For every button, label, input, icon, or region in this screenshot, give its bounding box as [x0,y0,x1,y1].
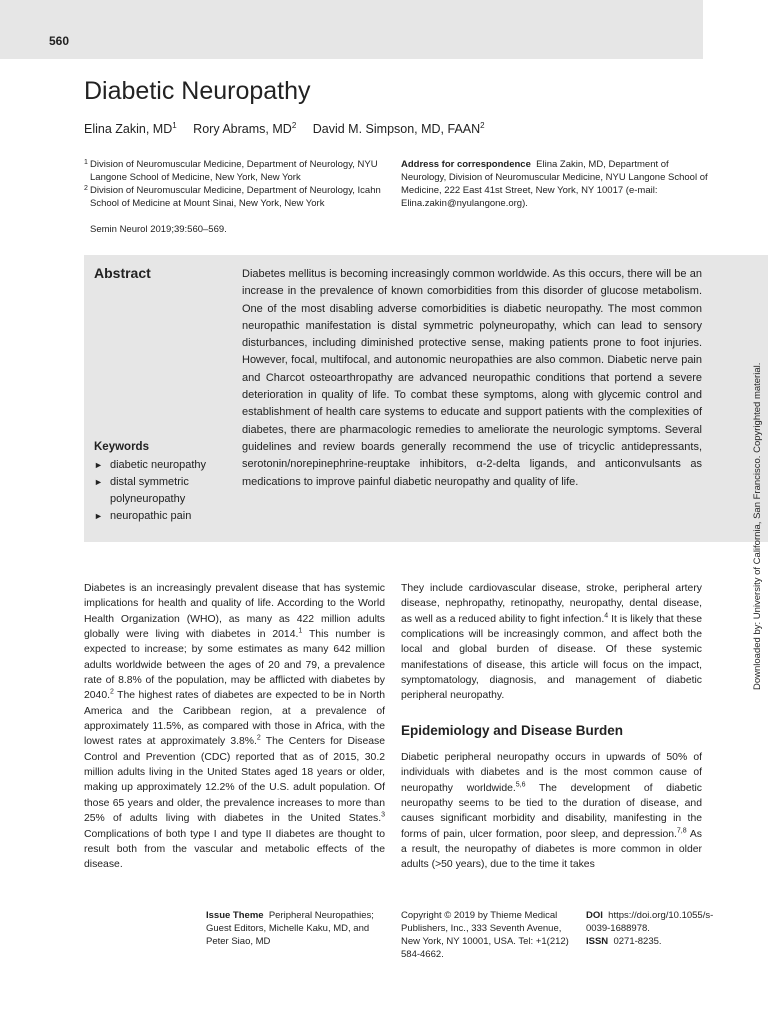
body-text: Diabetic peripheral neuropathy occurs in upwards of 50% of individuals with diabetes and is the most common cause of neuropathy worldwide. [401,752,702,794]
body-text: As a result, the neuropathy of diabetes is more common in older adults (>50 years), due to the time it takes [401,828,702,871]
abstract-text: Diabetes mellitus is becoming increasingly common worldwide. As this occurs, there will be an increase in the prevalence of known comorbidities from this disorder of glucose metabolism. One of the most disabling adverse comorbidities is diabetic neuropathy. The most common neuropathic manifestation is distal symmetric polyneuropathy, which can lead to sensory disturbances, including diminished protective sense, making patients prone to foot injuries. However, focal, multifocal, and autonomic neuropathies are also common. Diabetic nerve pain and Charcot osteoarthropathy are advanced neuropathic conditions that portend a severe deterioration in quality of life. To combat these symptoms, along with glycemic control and establishment of health care systems to educate and support patients with the complexities of diabetes, there are pharmacologic remedies to ameliorate the neurologic symptoms. Several guidelines and review boards generally recommend the use of tricyclic antidepressants, serotonin/norepinephrine-reuptake inhibitors, α-2-delta ligands, and anticonvulsants as medications to improve painful diabetic neuropathy and quality of life. [242,268,702,488]
reference-superscript: 2 [110,688,114,696]
reference-superscript: 2 [256,734,261,742]
body-text: Diabetes is an increasingly prevalent disease that has systemic implications for health and quality of life. According to the World Health Organization (WHO), as many as 422 million adults globally were living with diabetes in 2014. [84,583,385,641]
abstract-heading: Abstract [94,265,151,281]
body-text: The Centers for Disease Control and Prevention (CDC) reported that as of 2015, 30.2 million adults living in the United States aged 18 years or older, making up approximately 12.2% of the U.S. adult population. Of those 65 years and older, the prevalence increases to more than 25% of adults living with diabetes in the United States. [84,736,385,825]
reference-superscript: 4 [604,612,609,620]
reference-superscript: 5,6 [515,781,526,789]
affiliation: 2 Division of Neuromuscular Medicine, Department of Neurology, Icahn School of Medicine at Mount Sinai, New York, New York [84,185,381,209]
correspondence-address: Address for correspondence Elina Zakin, MD, Department of Neurology, Division of Neuromuscular Medicine, NYU Langone School of Medicine, 222 East 41st Street, New York, NY 10017 (e-mail: Elina.zakin@nyulangone.org). [401,159,708,209]
section-heading: Epidemiology and Disease Burden [401,723,624,738]
keyword-item: ► distal symmetric polyneuropathy [94,476,189,505]
body-column-right-intro [401,581,702,704]
body-column-right-epidemiology [401,750,702,873]
body-text: This number is expected to increase; by some estimates as many 642 million adults worldwide between the ages of 20 and 79, a prevalence rate of 8.8% of the population, may be afflicted with diabetes by 2040. [84,629,385,702]
article-title: Diabetic Neuropathy [84,77,311,105]
body-text: They include cardiovascular disease, stroke, peripheral artery disease, nephropathy, retinopathy, neuropathy, dental disease, as well as a reduced ability to fight infection. [401,583,702,625]
affiliations [84,158,384,210]
download-watermark: Downloaded by: University of California, San Francisco. Copyrighted material. [752,362,763,690]
affiliation: 1 Division of Neuromuscular Medicine, Department of Neurology, NYU Langone School of Medicine, New York, New York [84,159,378,183]
arrow-icon: ► [94,477,103,487]
page-number: 560 [49,34,70,48]
author: David M. Simpson, MD, FAAN$^2$ [312,121,485,137]
footer-issue-theme: Issue Theme Peripheral Neuropathies; Guest Editors, Michelle Kaku, MD, and Peter Siao, MD [206,910,374,947]
author: Rory Abrams, $MD^2$ [193,121,297,137]
arrow-icon: ► [94,511,103,521]
journal-citation: Semin Neurol 2019;39:560–569. [90,224,227,235]
author-list [84,121,498,136]
reference-superscript: 3 [381,811,385,819]
keyword-item: ► diabetic neuropathy [94,457,234,474]
body-text: Complications of both type I and type II diabetes are thought to result both from the vascular and metabolic effects of the disease. [84,828,385,871]
keyword-list [94,457,234,525]
keyword-item: ► neuropathic pain [94,508,234,525]
body-text: The highest rates of diabetes are expected to be in North America and the Caribbean region, at a prevalence of approximately 11.5%, as compared with those in Africa, with the lowest rates at approximately 3.8%. [84,690,385,748]
body-column-left [84,581,385,873]
keywords-heading: Keywords [94,441,149,453]
footer-copyright: Copyright © 2019 by Thieme Medical Publishers, Inc., 333 Seventh Avenue, New York, NY 10001, USA. Tel: +1(212) 584-4662. [401,910,569,960]
body-text: It is likely that these complications will be increasingly common, and affect both the local and global burden of disease. Of these systemic manifestations of disease, this article will focus on the impact, symptomatology, diagnosis, and management of diabetic peripheral neuropathy. [401,613,703,702]
body-text: The development of diabetic neuropathy seems to be tied to the duration of disease, and causes significant morbidity and disability, manifesting in the forms of pain, ulcer formation, poor sleep, and depression. [401,782,702,840]
reference-superscript: 1 [298,627,303,635]
author: Elina Zakin, $MD^1$ [84,121,177,137]
reference-superscript: 7,8 [676,827,687,835]
header-band [0,0,703,59]
arrow-icon: ► [94,460,103,470]
footer-doi-issn: DOI https://doi.org/10.1055/s-0039-1688978. ISSN 0271-8235. [586,910,714,947]
